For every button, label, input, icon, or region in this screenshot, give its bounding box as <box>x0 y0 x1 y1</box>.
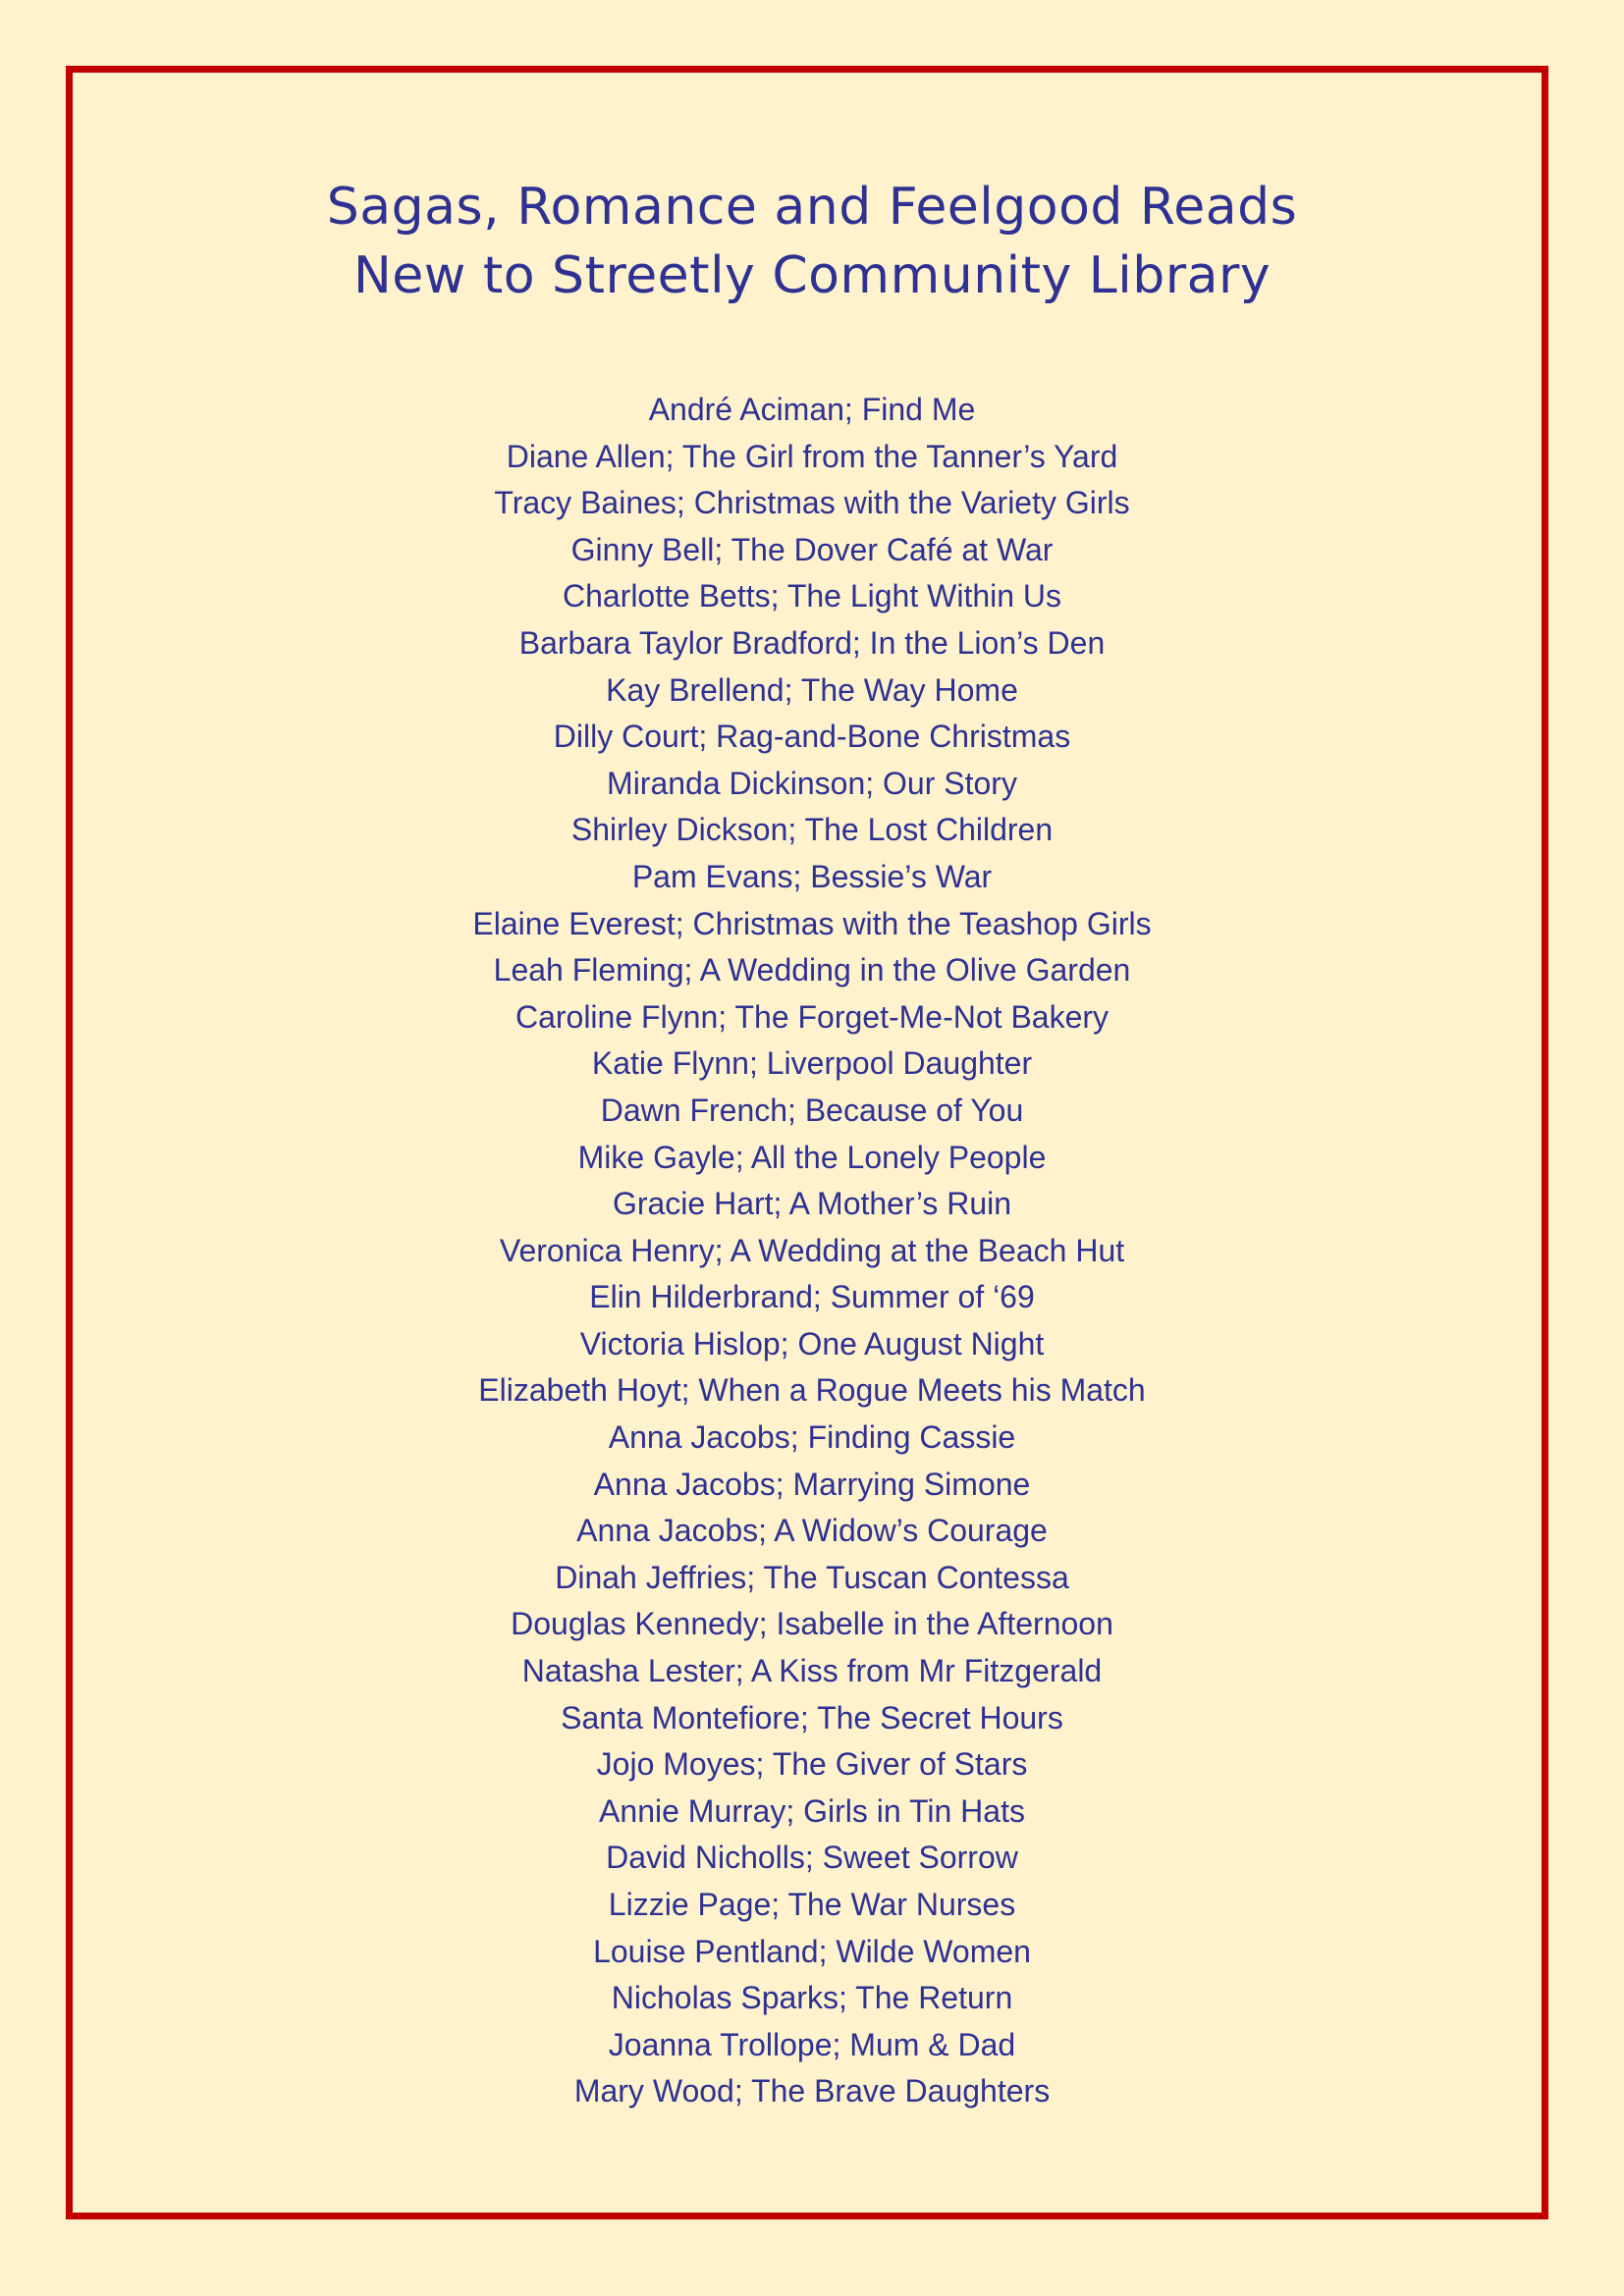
book-entry: Victoria Hislop; One August Night <box>579 1325 1045 1362</box>
book-entry: Caroline Flynn; The Forget-Me-Not Bakery <box>514 998 1110 1035</box>
book-entry: Elin Hilderbrand; Summer of ‘69 <box>589 1279 1035 1315</box>
book-entry: Joanna Trollope; Mum & Dad <box>608 2026 1016 2062</box>
book-entry: Veronica Henry; A Wedding at the Beach Hut <box>499 1232 1125 1268</box>
book-entry: Leah Fleming; A Wedding in the Olive Garden <box>493 952 1131 988</box>
book-entry: Anna Jacobs; Marrying Simone <box>593 1466 1031 1502</box>
title-line-1: Sagas, Romance and Feelgood Reads <box>326 178 1298 237</box>
book-entry: Anna Jacobs; Finding Cassie <box>608 1419 1016 1456</box>
book-entry: Dilly Court; Rag-and-Bone Christmas <box>553 719 1071 755</box>
book-entry: Annie Murray; Girls in Tin Hats <box>599 1792 1025 1829</box>
book-entry: Pam Evans; Bessie’s War <box>631 858 993 894</box>
book-entry: Dinah Jeffries; The Tuscan Contessa <box>555 1559 1069 1595</box>
book-list <box>0 387 1624 2115</box>
book-entry: Elaine Everest; Christmas with the Teashop Girls <box>472 905 1152 941</box>
title-line-2: New to Streetly Community Library <box>352 246 1272 305</box>
book-entry: Santa Montefiore; The Secret Hours <box>561 1699 1063 1735</box>
book-entry: Mike Gayle; All the Lonely People <box>577 1139 1047 1175</box>
book-entry: Diane Allen; The Girl from the Tanner’s Yard <box>506 438 1118 474</box>
book-entry: Anna Jacobs; A Widow’s Courage <box>576 1513 1048 1549</box>
book-entry: Gracie Hart; A Mother’s Ruin <box>612 1186 1012 1222</box>
book-entry: Barbara Taylor Bradford; In the Lion’s Den <box>518 624 1106 661</box>
book-entry: Tracy Baines; Christmas with the Variety Girls <box>494 485 1130 521</box>
book-entry: Katie Flynn; Liverpool Daughter <box>591 1045 1033 1082</box>
book-entry: Nicholas Sparks; The Return <box>611 1980 1013 2016</box>
book-entry: Charlotte Betts; The Light Within Us <box>562 578 1062 614</box>
book-entry: Jojo Moyes; The Giver of Stars <box>596 1746 1028 1783</box>
book-entry: David Nicholls; Sweet Sorrow <box>606 1840 1018 1876</box>
book-entry: Miranda Dickinson; Our Story <box>607 765 1017 801</box>
book-entry: André Aciman; Find Me <box>648 392 976 427</box>
book-entry: Lizzie Page; The War Nurses <box>608 1887 1016 1922</box>
page-title <box>0 173 1624 310</box>
book-entry: Shirley Dickson; The Lost Children <box>570 812 1054 848</box>
book-entry: Natasha Lester; A Kiss from Mr Fitzgerald <box>521 1653 1103 1689</box>
book-entry: Louise Pentland; Wilde Women <box>593 1933 1031 1969</box>
book-entry: Ginny Bell; The Dover Café at War <box>570 531 1054 567</box>
book-entry: Mary Wood; The Brave Daughters <box>573 2073 1051 2109</box>
book-entry: Kay Brellend; The Way Home <box>606 671 1018 708</box>
book-entry: Elizabeth Hoyt; When a Rogue Meets his Match <box>478 1372 1146 1409</box>
book-entry: Douglas Kennedy; Isabelle in the Afternoon <box>511 1606 1113 1642</box>
book-entry: Dawn French; Because of You <box>600 1092 1024 1128</box>
